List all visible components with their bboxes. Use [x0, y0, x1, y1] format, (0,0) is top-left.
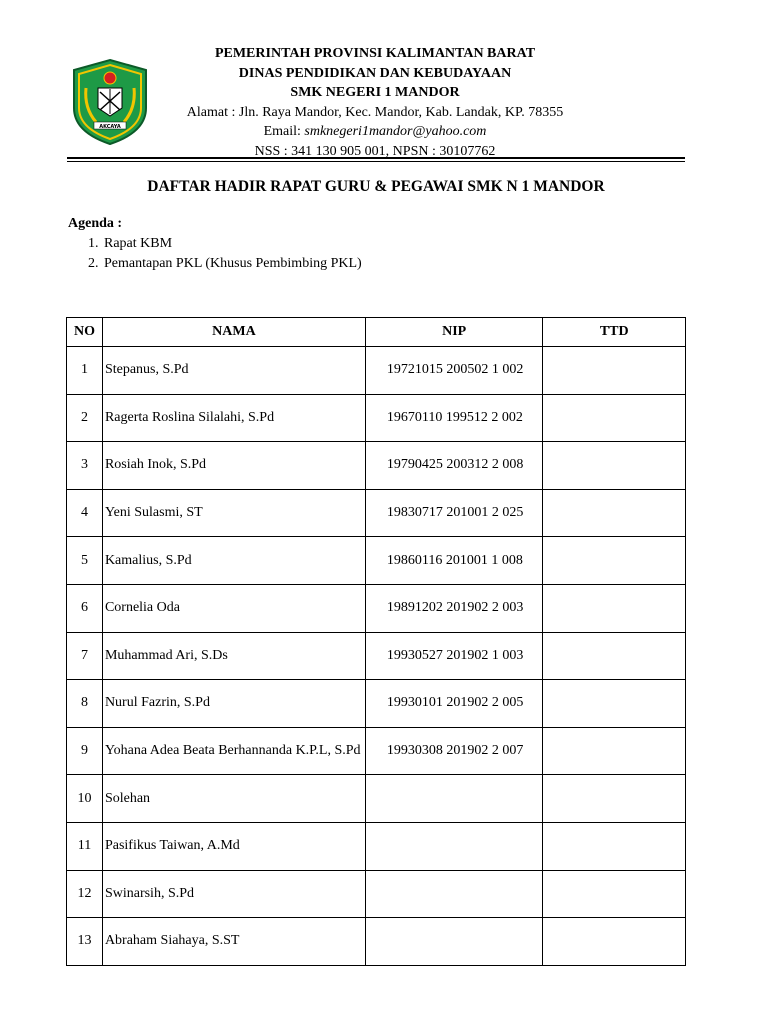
agenda-item-text: Rapat KBM [104, 236, 173, 251]
row-signature-cell [543, 680, 686, 728]
row-no: 13 [67, 918, 103, 966]
row-nip [365, 775, 543, 823]
letterhead-divider-thick [67, 157, 685, 159]
logo-banner-text: AKCAYA [99, 124, 121, 130]
row-nama: Nurul Fazrin, S.Pd [102, 680, 365, 728]
row-no: 12 [67, 870, 103, 918]
row-nip: 19670110 199512 2 002 [365, 394, 543, 442]
row-signature-cell [543, 632, 686, 680]
header-nip: NIP [365, 318, 543, 347]
table-row [67, 347, 686, 395]
table-row [67, 918, 686, 966]
agenda-list [88, 234, 362, 273]
row-no: 2 [67, 394, 103, 442]
table-row [67, 775, 686, 823]
row-nip: 19830717 201001 2 025 [365, 489, 543, 537]
letterhead-email-line [160, 122, 590, 142]
row-nama: Swinarsih, S.Pd [102, 870, 365, 918]
letterhead-nss: NSS : 341 130 905 001, NPSN : 30107762 [254, 143, 496, 159]
row-signature-cell [543, 870, 686, 918]
row-nama: Stepanus, S.Pd [102, 347, 365, 395]
row-nama: Yohana Adea Beata Berhannanda K.P.L, S.Pd [102, 727, 365, 775]
agenda-item-number: 1. [88, 236, 99, 251]
letterhead-province: PEMERINTAH PROVINSI KALIMANTAN BARAT [214, 46, 536, 61]
row-signature-cell [543, 918, 686, 966]
row-signature-cell [543, 442, 686, 490]
row-nip: 19860116 201001 1 008 [365, 537, 543, 585]
row-nip: 19930527 201902 1 003 [365, 632, 543, 680]
header-nama: NAMA [102, 318, 365, 347]
row-nip [365, 918, 543, 966]
row-nama: Solehan [102, 775, 365, 823]
agenda-item [88, 254, 362, 274]
document-title: DAFTAR HADIR RAPAT GURU & PEGAWAI SMK N 1 MANDOR [147, 178, 605, 195]
row-nama: Kamalius, S.Pd [102, 537, 365, 585]
row-nip: 19790425 200312 2 008 [365, 442, 543, 490]
row-no: 9 [67, 727, 103, 775]
row-no: 8 [67, 680, 103, 728]
row-no: 3 [67, 442, 103, 490]
row-nama: Rosiah Inok, S.Pd [102, 442, 365, 490]
row-nama: Pasifikus Taiwan, A.Md [102, 822, 365, 870]
agenda-item-number: 2. [88, 255, 99, 271]
row-nama: Muhammad Ari, S.Ds [102, 632, 365, 680]
agenda-item [88, 234, 362, 254]
row-nama: Cornelia Oda [102, 584, 365, 632]
row-no: 1 [67, 347, 103, 395]
letterhead-department: DINAS PENDIDIKAN DAN KEBUDAYAAN [238, 65, 512, 81]
row-signature-cell [543, 347, 686, 395]
row-nama: Yeni Sulasmi, ST [102, 489, 365, 537]
email-label: Email: [263, 124, 305, 139]
row-nama: Ragerta Roslina Silalahi, S.Pd [102, 394, 365, 442]
row-signature-cell [543, 537, 686, 585]
row-nip: 19930308 201902 2 007 [365, 727, 543, 775]
table-row [67, 537, 686, 585]
row-signature-cell [543, 775, 686, 823]
header-no: NO [67, 318, 103, 347]
row-nama: Abraham Siahaya, S.ST [102, 918, 365, 966]
row-nip [365, 870, 543, 918]
agenda-label: Agenda : [68, 216, 123, 231]
row-no: 7 [67, 632, 103, 680]
email-value: smknegeri1mandor@yahoo.com [304, 124, 487, 139]
row-no: 4 [67, 489, 103, 537]
table-row [67, 822, 686, 870]
row-nip [365, 822, 543, 870]
row-signature-cell [543, 394, 686, 442]
row-no: 6 [67, 584, 103, 632]
table-row [67, 584, 686, 632]
header-ttd: TTD [543, 318, 686, 347]
row-nip: 19721015 200502 1 002 [365, 347, 543, 395]
table-row [67, 489, 686, 537]
letterhead [160, 44, 590, 161]
letterhead-divider-thin [67, 161, 685, 162]
letterhead-address: Alamat : Jln. Raya Mandor, Kec. Mandor, Kab. Landak, KP. 78355 [186, 104, 564, 120]
row-no: 11 [67, 822, 103, 870]
row-signature-cell [543, 822, 686, 870]
table-row [67, 680, 686, 728]
row-nip: 19891202 201902 2 003 [365, 584, 543, 632]
row-no: 10 [67, 775, 103, 823]
table-row [67, 394, 686, 442]
row-signature-cell [543, 584, 686, 632]
letterhead-school: SMK NEGERI 1 MANDOR [290, 85, 460, 100]
table-row [67, 632, 686, 680]
agenda-item-text: Pemantapan PKL (Khusus Pembimbing PKL) [104, 255, 362, 271]
table-row [67, 442, 686, 490]
kalbar-province-emblem-icon [70, 58, 150, 146]
table-row [67, 727, 686, 775]
row-signature-cell [543, 489, 686, 537]
row-nip: 19930101 201902 2 005 [365, 680, 543, 728]
table-header-row [67, 318, 686, 347]
attendance-table [66, 317, 686, 966]
table-row [67, 870, 686, 918]
row-no: 5 [67, 537, 103, 585]
row-signature-cell [543, 727, 686, 775]
